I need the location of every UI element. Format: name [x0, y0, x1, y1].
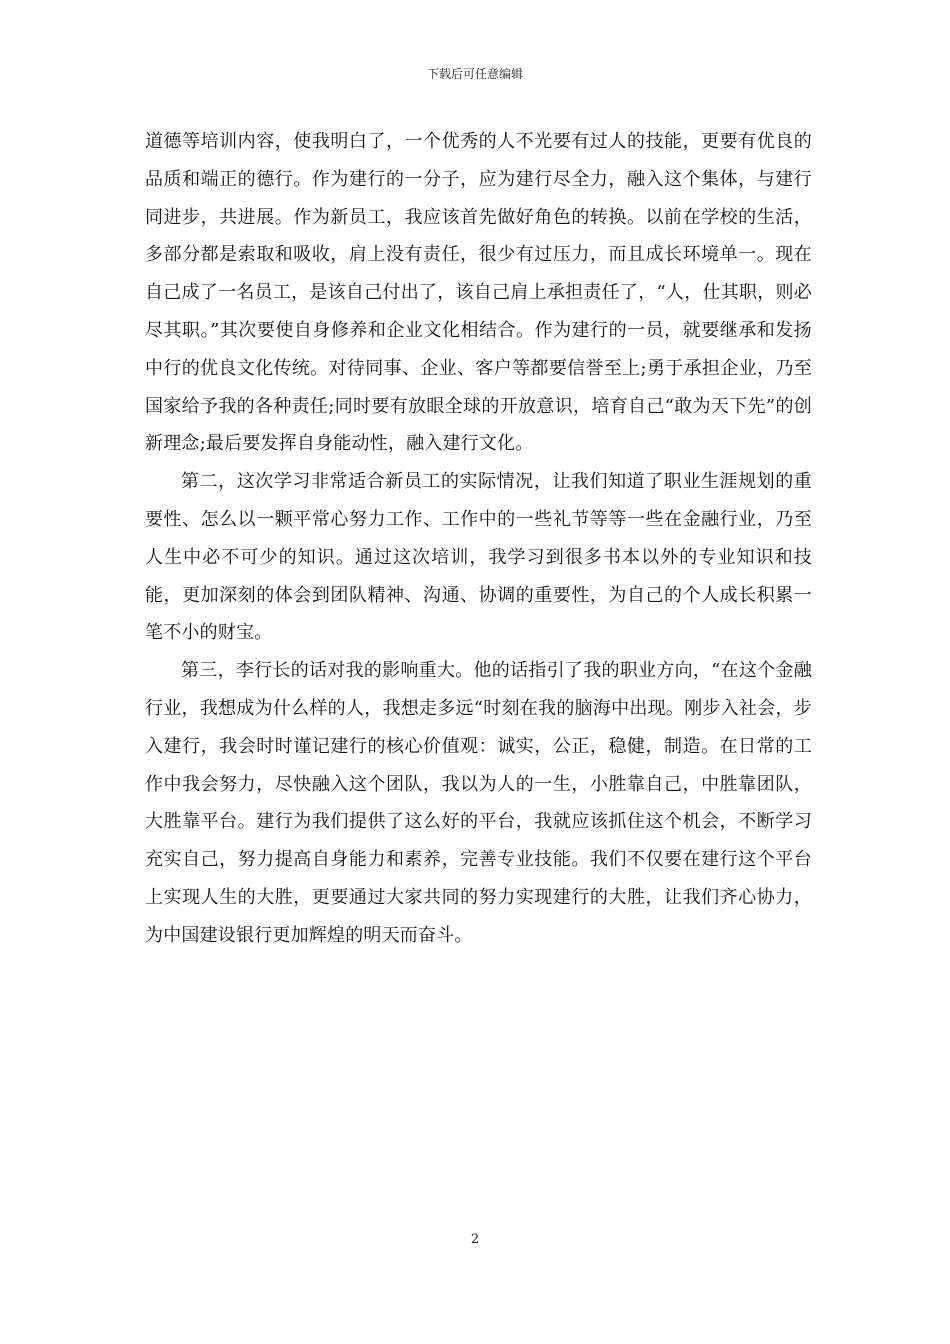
paragraph-continuation: 道德等培训内容，使我明白了，一个优秀的人不光要有过人的技能，更要有优良的品质和端正的德行。作为建行的一分子，应为建行尽全力，融入这个集体，与建行同进步，共进展。作为新员工，我应该首先做好角色的转换。以前在学校的生活，多部分都是索取和吸收，肩上没有责任，很少有过压力，而且成长环境单一。现在自己成了一名员工，是该自己付出了，该自己肩上承担责任了，“人，仕其职，则必尽其职。”其次要使自身修养和企业文化相结合。作为建行的一员，就要继承和发扬中行的优良文化传统。对待同事、企业、客户等都要信誉至上;勇于承担企业，乃至国家给予我的各种责任;同时要有放眼全球的开放意识，培育自己“敢为天下先”的创新理念;最后要发挥自身能动性，融入建行文化。	[145, 131, 812, 455]
document-body	[145, 123, 812, 955]
paragraph-third: 第三，李行长的话对我的影响重大。他的话指引了我的职业方向，“在这个金融行业，我想成为什么样的人，我想走多远“时刻在我的脑海中出现。刚步入社会，步入建行，我会时时谨记建行的核心价值观：诚实，公正，稳健，制造。在日常的工作中我会努力，尽快融入这个团队，我以为人的一生，小胜靠自己，中胜靠团队，大胜靠平台。建行为我们提供了这么好的平台，我就应该抓住这个机会，不断学习充实自己，努力提高自身能力和素养，完善专业技能。我们不仅要在建行这个平台上实现人生的大胜，更要通过大家共同的努力实现建行的大胜，让我们齐心协力，为中国建设银行更加辉煌的明天而奋斗。	[145, 660, 812, 946]
page-header: 下载后可任意编辑	[426, 67, 523, 81]
paragraph-second: 第二，这次学习非常适合新员工的实际情况，让我们知道了职业生涯规划的重要性、怎么以一颗平常心努力工作、工作中的一些礼节等等一些在金融行业，乃至人生中必不可少的知识。通过这次培训，我学习到很多书本以外的专业知识和技能，更加深刻的体会到团队精神、沟通、协调的重要性，为自己的个人成长积累一笔不小的财宝。	[145, 471, 812, 644]
page-number: 2	[470, 1232, 480, 1247]
